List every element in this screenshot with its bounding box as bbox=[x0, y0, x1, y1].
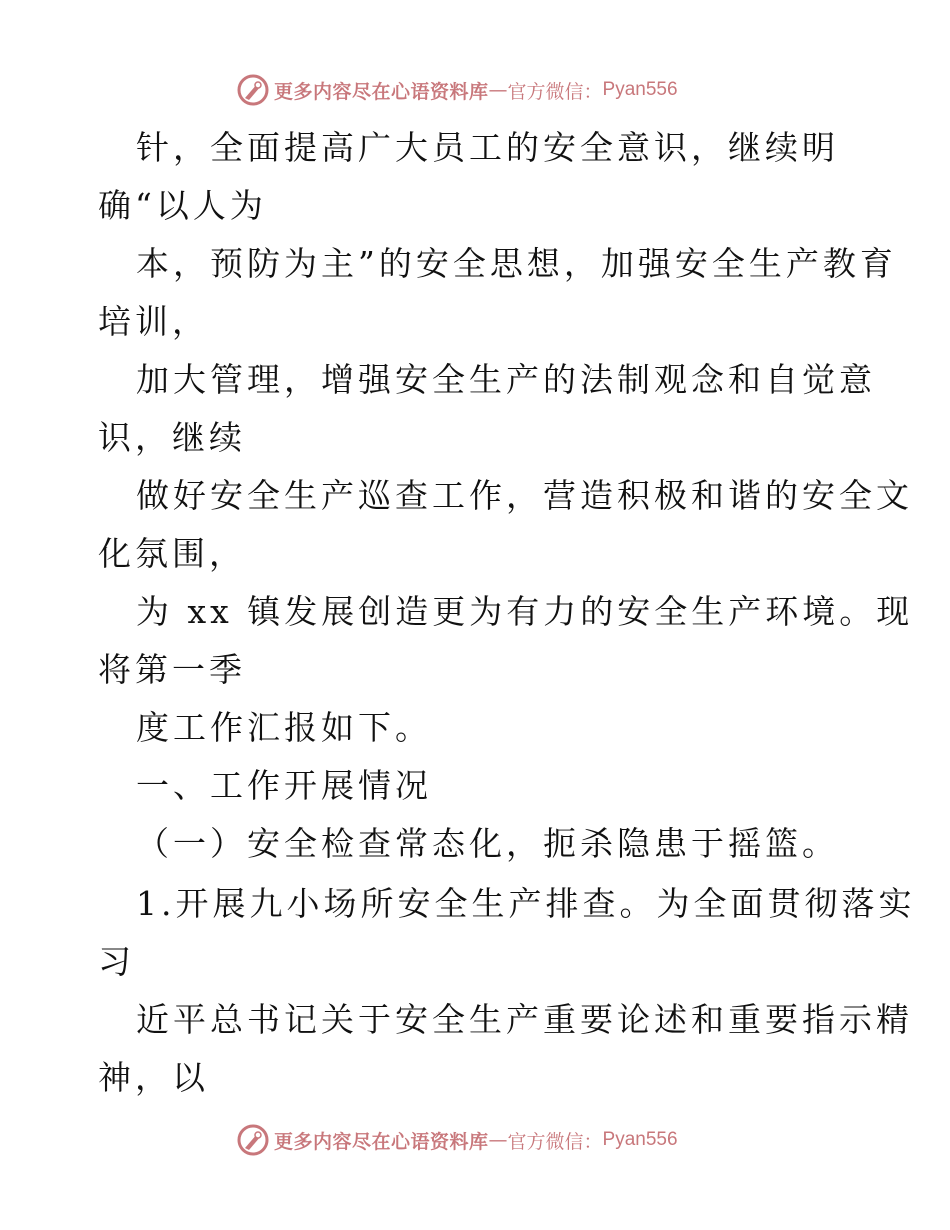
subsection-heading: （一）安全检查常态化，扼杀隐患于摇篮。 bbox=[136, 824, 839, 863]
watermark-separator: — bbox=[488, 1129, 508, 1151]
text-line: 近平总书记关于安全生产重要论述和重要指示精 bbox=[136, 1000, 913, 1039]
text-line: 本，预防为主”的安全思想，加强安全生产教育 bbox=[136, 244, 897, 283]
text-line: 习 bbox=[98, 942, 135, 981]
watermark-label: 官方微信： bbox=[507, 1130, 603, 1153]
text-line: 将第一季 bbox=[98, 650, 246, 689]
text-line: 度工作汇报如下。 bbox=[136, 708, 432, 747]
text-line: 确“以人为 bbox=[98, 186, 267, 225]
text-line: 培训， bbox=[98, 302, 209, 341]
watermark-wechat-id: Pyan556 bbox=[602, 79, 678, 100]
text-line: 加大管理，增强安全生产的法制观念和自觉意 bbox=[136, 360, 876, 399]
text-line: 神，以 bbox=[98, 1058, 209, 1097]
text-line: 做好安全生产巡查工作，营造积极和谐的安全文 bbox=[136, 476, 913, 515]
pen-nib-logo-icon bbox=[236, 1123, 270, 1157]
section-heading: 一、工作开展情况 bbox=[136, 766, 432, 805]
watermark-label: 官方微信： bbox=[507, 80, 603, 103]
text-line: 1.开展九小场所安全生产排查。为全面贯彻落实 bbox=[136, 884, 916, 923]
watermark-wechat-id: Pyan556 bbox=[602, 1129, 678, 1150]
footer-watermark bbox=[236, 1122, 678, 1158]
watermark-separator: — bbox=[488, 79, 508, 101]
watermark-site-text: 更多内容尽在心语资料库 bbox=[274, 1130, 489, 1153]
text-line: 针，全面提高广大员工的安全意识，继续明 bbox=[136, 128, 839, 167]
text-line: 识，继续 bbox=[98, 418, 246, 457]
text-line: 为 xx 镇发展创造更为有力的安全生产环境。现 bbox=[136, 592, 914, 631]
text-line: 化氛围， bbox=[98, 534, 246, 573]
watermark-site-text: 更多内容尽在心语资料库 bbox=[274, 80, 489, 103]
